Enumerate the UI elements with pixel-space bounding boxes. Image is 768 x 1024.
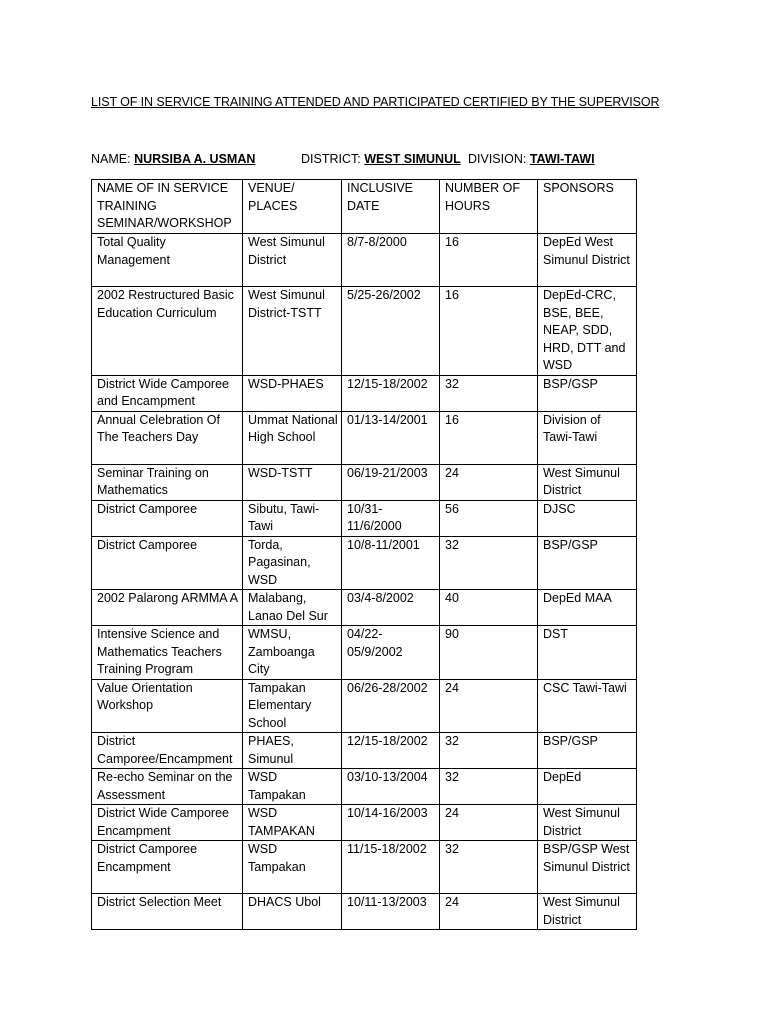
cell-venue: WSD-PHAES — [243, 375, 342, 411]
cell-training-name: Total Quality Management — [92, 234, 243, 287]
name-value: NURSIBA A. USMAN — [134, 152, 256, 166]
cell-training-name: Re-echo Seminar on the Assessment — [92, 769, 243, 805]
table-header — [92, 180, 637, 234]
cell-training-name: Seminar Training on Mathematics — [92, 464, 243, 500]
cell-sponsors: DJSC — [538, 500, 637, 536]
cell-venue: WSD Tampakan — [243, 769, 342, 805]
table-row — [92, 626, 637, 680]
cell-sponsors: West Simunul District — [538, 464, 637, 500]
table-row — [92, 805, 637, 841]
table-row — [92, 464, 637, 500]
cell-training-name: District Camporee Encampment — [92, 841, 243, 894]
district-field — [301, 151, 461, 169]
cell-number-of-hours: 32 — [440, 769, 538, 805]
cell-sponsors: DST — [538, 626, 637, 680]
name-label: NAME: — [91, 152, 131, 166]
cell-number-of-hours: 56 — [440, 500, 538, 536]
header-training-name: NAME OF IN SERVICE TRAINING SEMINAR/WORKSHOP — [92, 180, 243, 234]
table-body — [92, 234, 637, 930]
table-row — [92, 733, 637, 769]
header-inclusive-date: INCLUSIVE DATE — [342, 180, 440, 234]
cell-venue: DHACS Ubol — [243, 894, 342, 930]
page-title: LIST OF IN SERVICE TRAINING ATTENDED AND PARTICIPATED CERTIFIED BY THE SUPERVISOR — [91, 95, 660, 109]
cell-number-of-hours: 32 — [440, 841, 538, 894]
cell-venue: Torda, Pagasinan, WSD — [243, 536, 342, 590]
cell-number-of-hours: 32 — [440, 733, 538, 769]
cell-venue: WSD Tampakan — [243, 841, 342, 894]
cell-number-of-hours: 24 — [440, 894, 538, 930]
table-row — [92, 841, 637, 894]
cell-venue: West Simunul District-TSTT — [243, 287, 342, 376]
cell-sponsors: West Simunul District — [538, 805, 637, 841]
district-value: WEST SIMUNUL — [364, 152, 461, 166]
cell-sponsors: BSP/GSP — [538, 375, 637, 411]
cell-number-of-hours: 24 — [440, 679, 538, 733]
cell-venue: WSD-TSTT — [243, 464, 342, 500]
cell-sponsors: Division of Tawi-Tawi — [538, 411, 637, 464]
cell-inclusive-date: 06/26-28/2002 — [342, 679, 440, 733]
cell-sponsors: BSP/GSP — [538, 536, 637, 590]
cell-training-name: Value Orientation Workshop — [92, 679, 243, 733]
table-row — [92, 411, 637, 464]
cell-venue: WSD TAMPAKAN — [243, 805, 342, 841]
cell-venue: Ummat National High School — [243, 411, 342, 464]
division-value: TAWI-TAWI — [529, 152, 595, 166]
cell-inclusive-date: 10/8-11/2001 — [342, 536, 440, 590]
table-row — [92, 375, 637, 411]
cell-sponsors: BSP/GSP — [538, 733, 637, 769]
cell-number-of-hours: 40 — [440, 590, 538, 626]
cell-sponsors: BSP/GSP West Simunul District — [538, 841, 637, 894]
cell-venue: PHAES, Simunul — [243, 733, 342, 769]
cell-inclusive-date: 12/15-18/2002 — [342, 375, 440, 411]
cell-venue: Malabang, Lanao Del Sur — [243, 590, 342, 626]
division-field — [468, 151, 595, 169]
cell-inclusive-date: 8/7-8/2000 — [342, 234, 440, 287]
cell-number-of-hours: 24 — [440, 805, 538, 841]
table-row — [92, 679, 637, 733]
header-number-of-hours: NUMBER OF HOURS — [440, 180, 538, 234]
cell-number-of-hours: 32 — [440, 536, 538, 590]
cell-training-name: District Camporee — [92, 500, 243, 536]
cell-training-name: District Wide Camporee Encampment — [92, 805, 243, 841]
cell-number-of-hours: 16 — [440, 234, 538, 287]
cell-venue: WMSU, Zamboanga City — [243, 626, 342, 680]
cell-training-name: 2002 Palarong ARMMA A — [92, 590, 243, 626]
training-table — [91, 179, 637, 930]
cell-training-name: District Camporee — [92, 536, 243, 590]
header-sponsors: SPONSORS — [538, 180, 637, 234]
cell-number-of-hours: 32 — [440, 375, 538, 411]
table-row — [92, 894, 637, 930]
cell-training-name: Annual Celebration Of The Teachers Day — [92, 411, 243, 464]
cell-venue: Tampakan Elementary School — [243, 679, 342, 733]
cell-inclusive-date: 10/14-16/2003 — [342, 805, 440, 841]
cell-inclusive-date: 11/15-18/2002 — [342, 841, 440, 894]
cell-sponsors: DepEd MAA — [538, 590, 637, 626]
cell-inclusive-date: 12/15-18/2002 — [342, 733, 440, 769]
cell-sponsors: DepEd-CRC, BSE, BEE, NEAP, SDD, HRD, DTT and WSD — [538, 287, 637, 376]
table-row — [92, 287, 637, 376]
cell-training-name: Intensive Science and Mathematics Teachers Training Program — [92, 626, 243, 680]
cell-venue: West Simunul District — [243, 234, 342, 287]
division-label: DIVISION: — [468, 152, 527, 166]
cell-inclusive-date: 03/10-13/2004 — [342, 769, 440, 805]
header-row — [92, 180, 637, 234]
cell-training-name: District Wide Camporee and Encampment — [92, 375, 243, 411]
cell-inclusive-date: 04/22-05/9/2002 — [342, 626, 440, 680]
cell-training-name: District Camporee/Encampment — [92, 733, 243, 769]
cell-venue: Sibutu, Tawi-Tawi — [243, 500, 342, 536]
cell-inclusive-date: 10/31-11/6/2000 — [342, 500, 440, 536]
cell-inclusive-date: 03/4-8/2002 — [342, 590, 440, 626]
cell-number-of-hours: 16 — [440, 287, 538, 376]
cell-inclusive-date: 06/19-21/2003 — [342, 464, 440, 500]
cell-inclusive-date: 5/25-26/2002 — [342, 287, 440, 376]
cell-inclusive-date: 01/13-14/2001 — [342, 411, 440, 464]
cell-sponsors: DepEd — [538, 769, 637, 805]
district-label: DISTRICT: — [301, 152, 361, 166]
cell-number-of-hours: 16 — [440, 411, 538, 464]
table-row — [92, 590, 637, 626]
cell-sponsors: West Simunul District — [538, 894, 637, 930]
table-row — [92, 234, 637, 287]
name-field — [91, 151, 255, 169]
table-row — [92, 536, 637, 590]
cell-number-of-hours: 90 — [440, 626, 538, 680]
cell-inclusive-date: 10/11-13/2003 — [342, 894, 440, 930]
cell-number-of-hours: 24 — [440, 464, 538, 500]
table-row — [92, 500, 637, 536]
cell-sponsors: DepEd West Simunul District — [538, 234, 637, 287]
cell-training-name: 2002 Restructured Basic Education Curriculum — [92, 287, 243, 376]
cell-sponsors: CSC Tawi-Tawi — [538, 679, 637, 733]
cell-training-name: District Selection Meet — [92, 894, 243, 930]
table-row — [92, 769, 637, 805]
header-venue: VENUE/ PLACES — [243, 180, 342, 234]
